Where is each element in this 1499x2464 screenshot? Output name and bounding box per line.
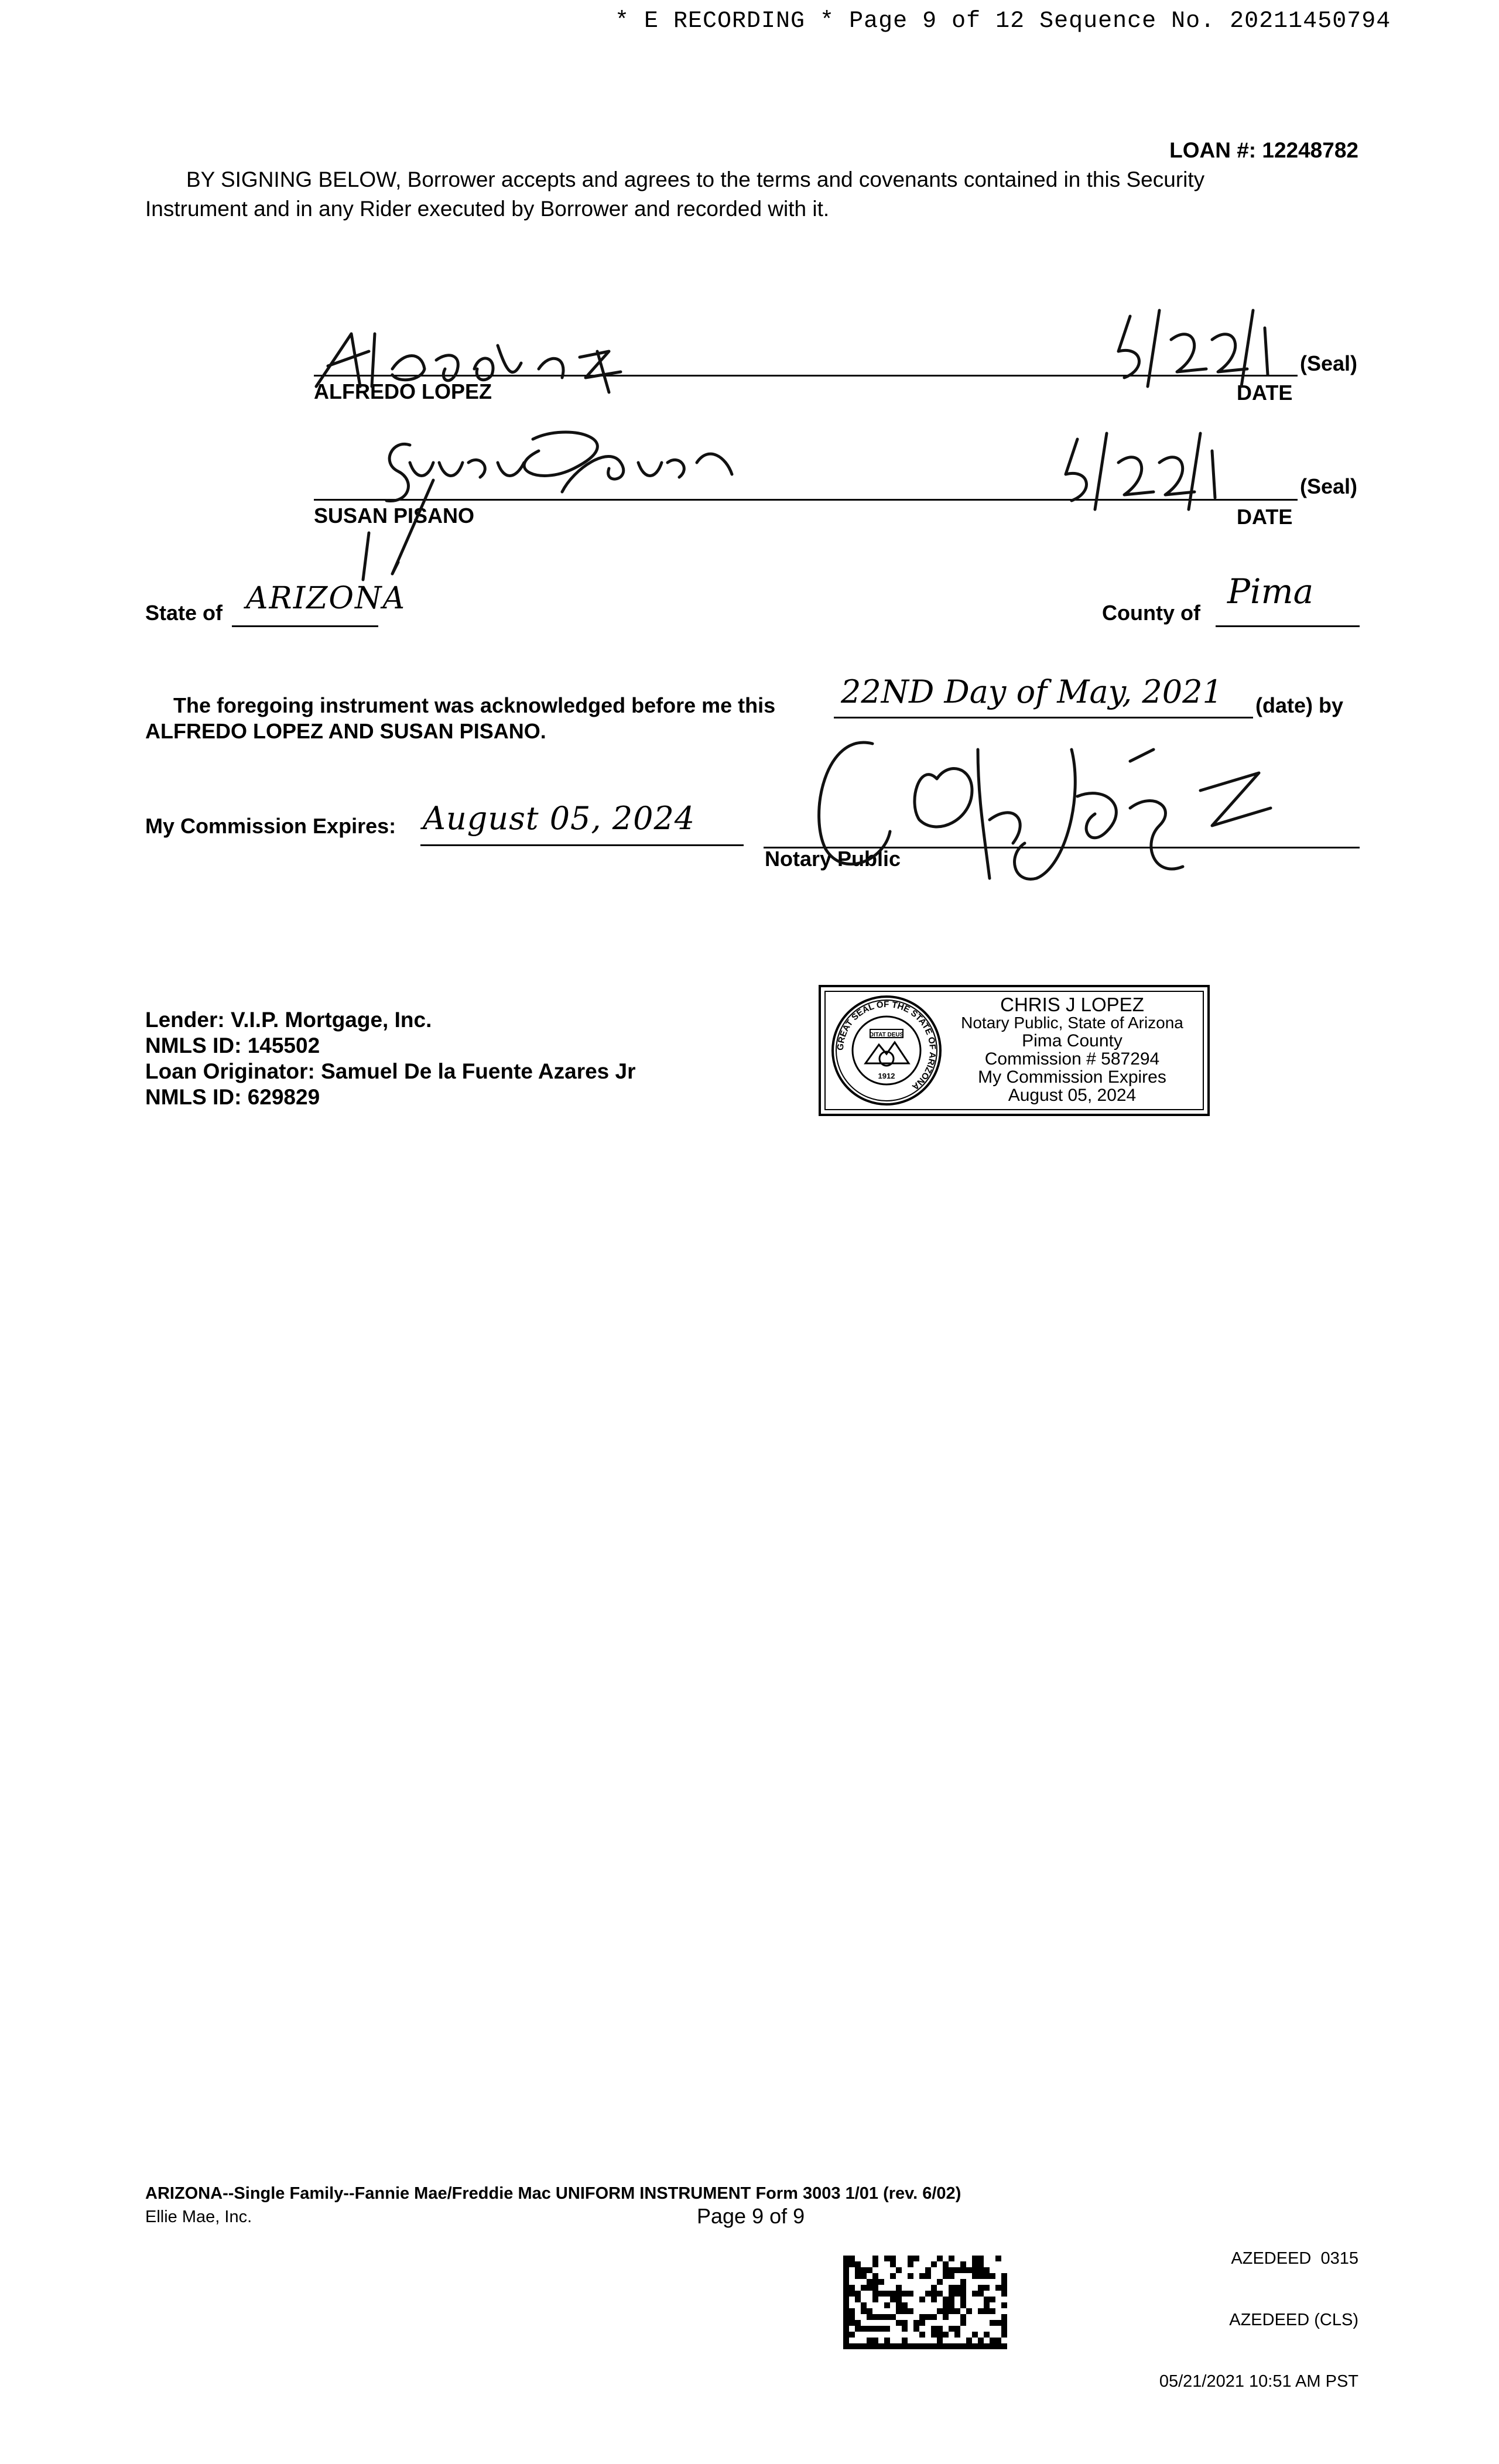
seal-motto: DITAT DEUS [869, 1032, 904, 1038]
commission-date: August 05, 2024 [423, 800, 696, 837]
footer-form-title: ARIZONA--Single Family--Fannie Mae/Freddie Mac UNIFORM INSTRUMENT Form 3003 1/01 (rev. 6/02) [145, 2184, 961, 2203]
signature-susan-pisano [328, 398, 750, 586]
county-value: Pima [1227, 571, 1314, 611]
date-label-2: DATE [1237, 505, 1293, 529]
notary-stamp [819, 985, 1210, 1116]
state-label: State of [145, 601, 223, 625]
seal-ring-text: GREAT SEAL OF THE STATE OF ARIZONA [835, 999, 938, 1092]
loan-originator: Loan Originator: Samuel De la Fuente Azares Jr [145, 1059, 636, 1083]
seal-label-1: (Seal) [1300, 351, 1358, 375]
commission-label: My Commission Expires: [145, 814, 396, 838]
footer-page: Page 9 of 9 [697, 2204, 805, 2228]
lender-nmls: NMLS ID: 145502 [145, 1033, 320, 1058]
seal-label-2: (Seal) [1300, 474, 1358, 498]
stamp-name: CHRIS J LOPEZ [1000, 994, 1144, 1015]
state-line [232, 625, 378, 627]
date-written-2 [1054, 427, 1230, 515]
intro-paragraph [145, 165, 1363, 224]
signer-name-1: ALFREDO LOPEZ [314, 379, 492, 403]
notary-signature [802, 726, 1282, 902]
lender-name: Lender: V.I.P. Mortgage, Inc. [145, 1008, 432, 1032]
stamp-expires-date: August 05, 2024 [1008, 1086, 1137, 1105]
loan-number: LOAN #: 12248782 [1169, 138, 1358, 162]
stamp-text [938, 995, 1206, 1104]
stamp-commission: Commission # 587294 [984, 1049, 1160, 1069]
signature-alfredo-lopez [304, 316, 632, 410]
originator-nmls: NMLS ID: 629829 [145, 1085, 320, 1109]
footer-code-2: AZEDEED (CLS) [1229, 2311, 1358, 2329]
barcode-icon [843, 2256, 1007, 2349]
stamp-title: Notary Public, State of Arizona [961, 1014, 1183, 1032]
lender-block [145, 1007, 636, 1110]
commission-line [420, 844, 744, 846]
county-line [1216, 625, 1360, 627]
recording-header: * E RECORDING * Page 9 of 12 Sequence No. 20211450794 [615, 8, 1391, 35]
date-label-1: DATE [1237, 381, 1293, 405]
signer-name-2: SUSAN PISANO [314, 504, 475, 528]
arizona-seal-icon [829, 993, 944, 1108]
acknowledgment-date-line [834, 717, 1253, 718]
intro-line-2: Instrument and in any Rider executed by Borrower and recorded with it. [145, 197, 830, 221]
intro-line-1: BY SIGNING BELOW, Borrower accepts and agrees to the terms and covenants contained in this Security [186, 167, 1205, 191]
acknowledgment-parties: ALFREDO LOPEZ AND SUSAN PISANO. [145, 719, 546, 743]
acknowledgment-prefix: The foregoing instrument was acknowledged before me this [173, 693, 776, 717]
seal-year: 1912 [878, 1072, 895, 1080]
acknowledgment-suffix: (date) by [1255, 693, 1344, 717]
date-written-1 [1107, 304, 1282, 392]
stamp-expires-label: My Commission Expires [978, 1067, 1166, 1087]
county-label: County of [1102, 601, 1200, 625]
stamp-county: Pima County [1022, 1031, 1122, 1050]
footer-timestamp: 05/21/2021 10:51 AM PST [1159, 2372, 1358, 2391]
acknowledgment-date: 22ND Day of May, 2021 [841, 673, 1223, 710]
footer-code-1: AZEDEED 0315 [1231, 2249, 1358, 2268]
footer-codes [1159, 2208, 1358, 2412]
footer-vendor: Ellie Mae, Inc. [145, 2208, 252, 2226]
notary-label: Notary Public [765, 847, 901, 871]
state-value: ARIZONA [246, 581, 406, 616]
